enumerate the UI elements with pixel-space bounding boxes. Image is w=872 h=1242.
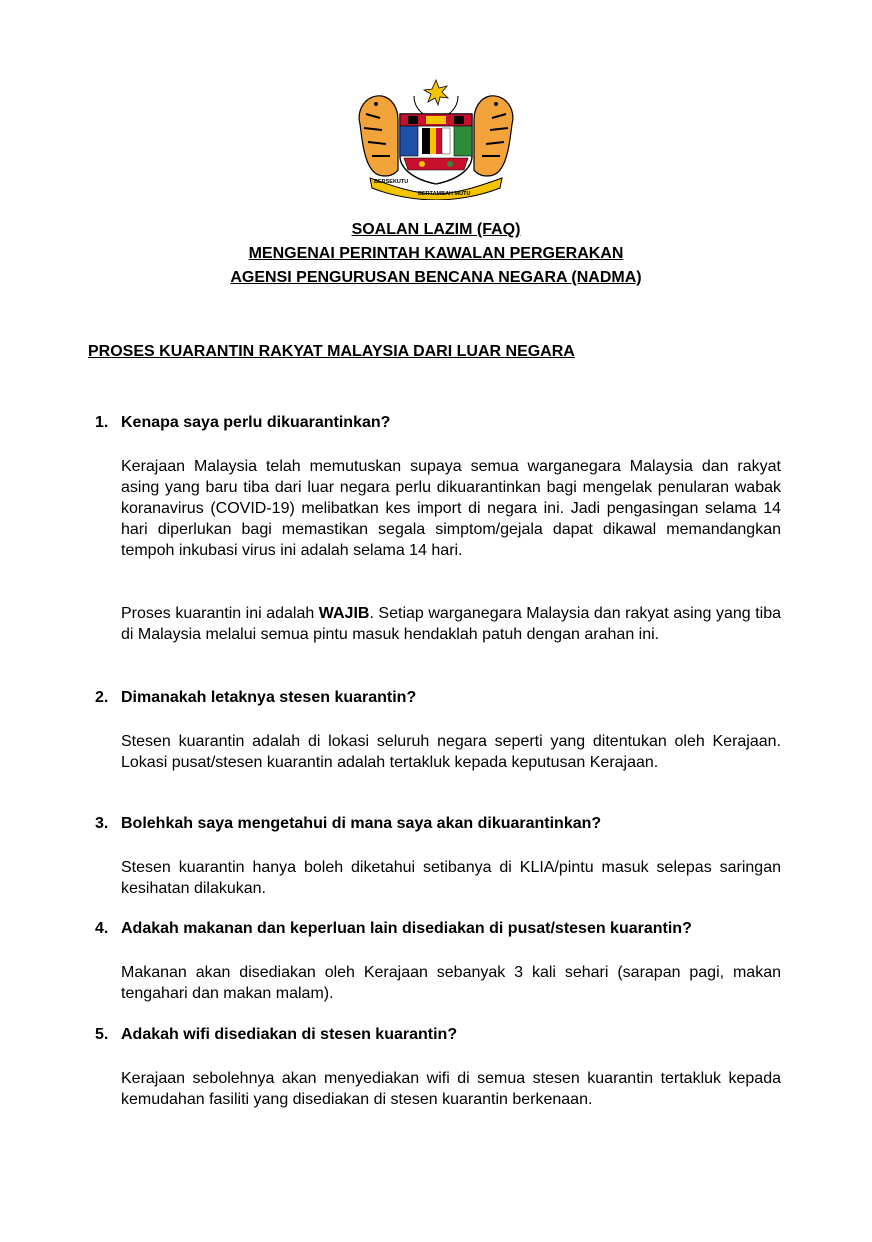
faq-number: 1. bbox=[95, 414, 109, 431]
faq-number: 4. bbox=[95, 920, 109, 937]
faq-number: 5. bbox=[95, 1026, 109, 1043]
faq-number: 2. bbox=[95, 689, 109, 706]
faq-answer-5: Kerajaan sebolehnya akan menyediakan wifi di semua stesen kuarantin tertakluk kepada kemudahan fasiliti yang disediakan di stesen kuarantin berkenaan. bbox=[121, 1070, 781, 1108]
faq-answer-1: Kerajaan Malaysia telah memutuskan supaya semua warganegara Malaysia dan rakyat asing yang baru tiba dari luar negara perlu dikuarantinkan bagi mengelak penularan wabak koranavirus (COVID-19) melibatkan kes import di negara ini. Jadi pengasingan selama 14 hari diperlukan bagi memastikan segala simptom/gejala dapat dikawal memandangkan tempoh inkubasi virus ini adalah selama 14 hari. bbox=[121, 458, 781, 559]
faq-answer-1b bbox=[121, 603, 781, 645]
faq-question-4 bbox=[95, 918, 692, 940]
faq-question-1 bbox=[95, 412, 390, 434]
faq-answer-3: Stesen kuarantin hanya boleh diketahui setibanya di KLIA/pintu masuk selepas saringan kesihatan dilakukan. bbox=[121, 859, 781, 897]
faq-question-5 bbox=[95, 1024, 457, 1046]
faq-answer-text: Proses kuarantin ini adalah bbox=[121, 605, 319, 622]
faq-question-text: Adakah wifi disediakan di stesen kuarantin? bbox=[121, 1026, 458, 1043]
document-title-line-1: SOALAN LAZIM (FAQ) bbox=[351, 221, 521, 238]
faq-question-text: Dimanakah letaknya stesen kuarantin? bbox=[121, 689, 417, 706]
faq-question-text: Adakah makanan dan keperluan lain disediakan di pusat/stesen kuarantin? bbox=[121, 920, 692, 937]
faq-question-text: Bolehkah saya mengetahui di mana saya akan dikuarantinkan? bbox=[121, 815, 602, 832]
faq-number: 3. bbox=[95, 815, 109, 832]
faq-answer-2: Stesen kuarantin adalah di lokasi seluruh negara seperti yang ditentukan oleh Kerajaan. Lokasi pusat/stesen kuarantin adalah tertakluk kepada keputusan Kerajaan. bbox=[121, 733, 781, 771]
crest-motto-left: BERSEKUTU bbox=[374, 179, 409, 185]
faq-question-2 bbox=[95, 687, 416, 709]
faq-answer-text: . Setiap warganegara Malaysia dan rakyat asing yang tiba di Malaysia melalui semua pintu masuk hendaklah patuh dengan arahan ini. bbox=[121, 605, 782, 643]
malaysia-coat-of-arms-icon bbox=[352, 74, 520, 200]
document-title-line-2: MENGENAI PERINTAH KAWALAN PERGERAKAN bbox=[248, 245, 624, 262]
faq-question-text: Kenapa saya perlu dikuarantinkan? bbox=[121, 414, 391, 431]
faq-question-3 bbox=[95, 813, 601, 835]
faq-answer-emphasis: WAJIB bbox=[318, 605, 370, 622]
section-heading: PROSES KUARANTIN RAKYAT MALAYSIA DARI LUAR NEGARA bbox=[88, 343, 575, 360]
crest-motto-right: BERTAMBAH MUTU bbox=[418, 191, 471, 197]
document-title-line-3: AGENSI PENGURUSAN BENCANA NEGARA (NADMA) bbox=[230, 269, 642, 286]
faq-answer-4: Makanan akan disediakan oleh Kerajaan sebanyak 3 kali sehari (sarapan pagi, makan tengahari dan makan malam). bbox=[121, 964, 781, 1002]
